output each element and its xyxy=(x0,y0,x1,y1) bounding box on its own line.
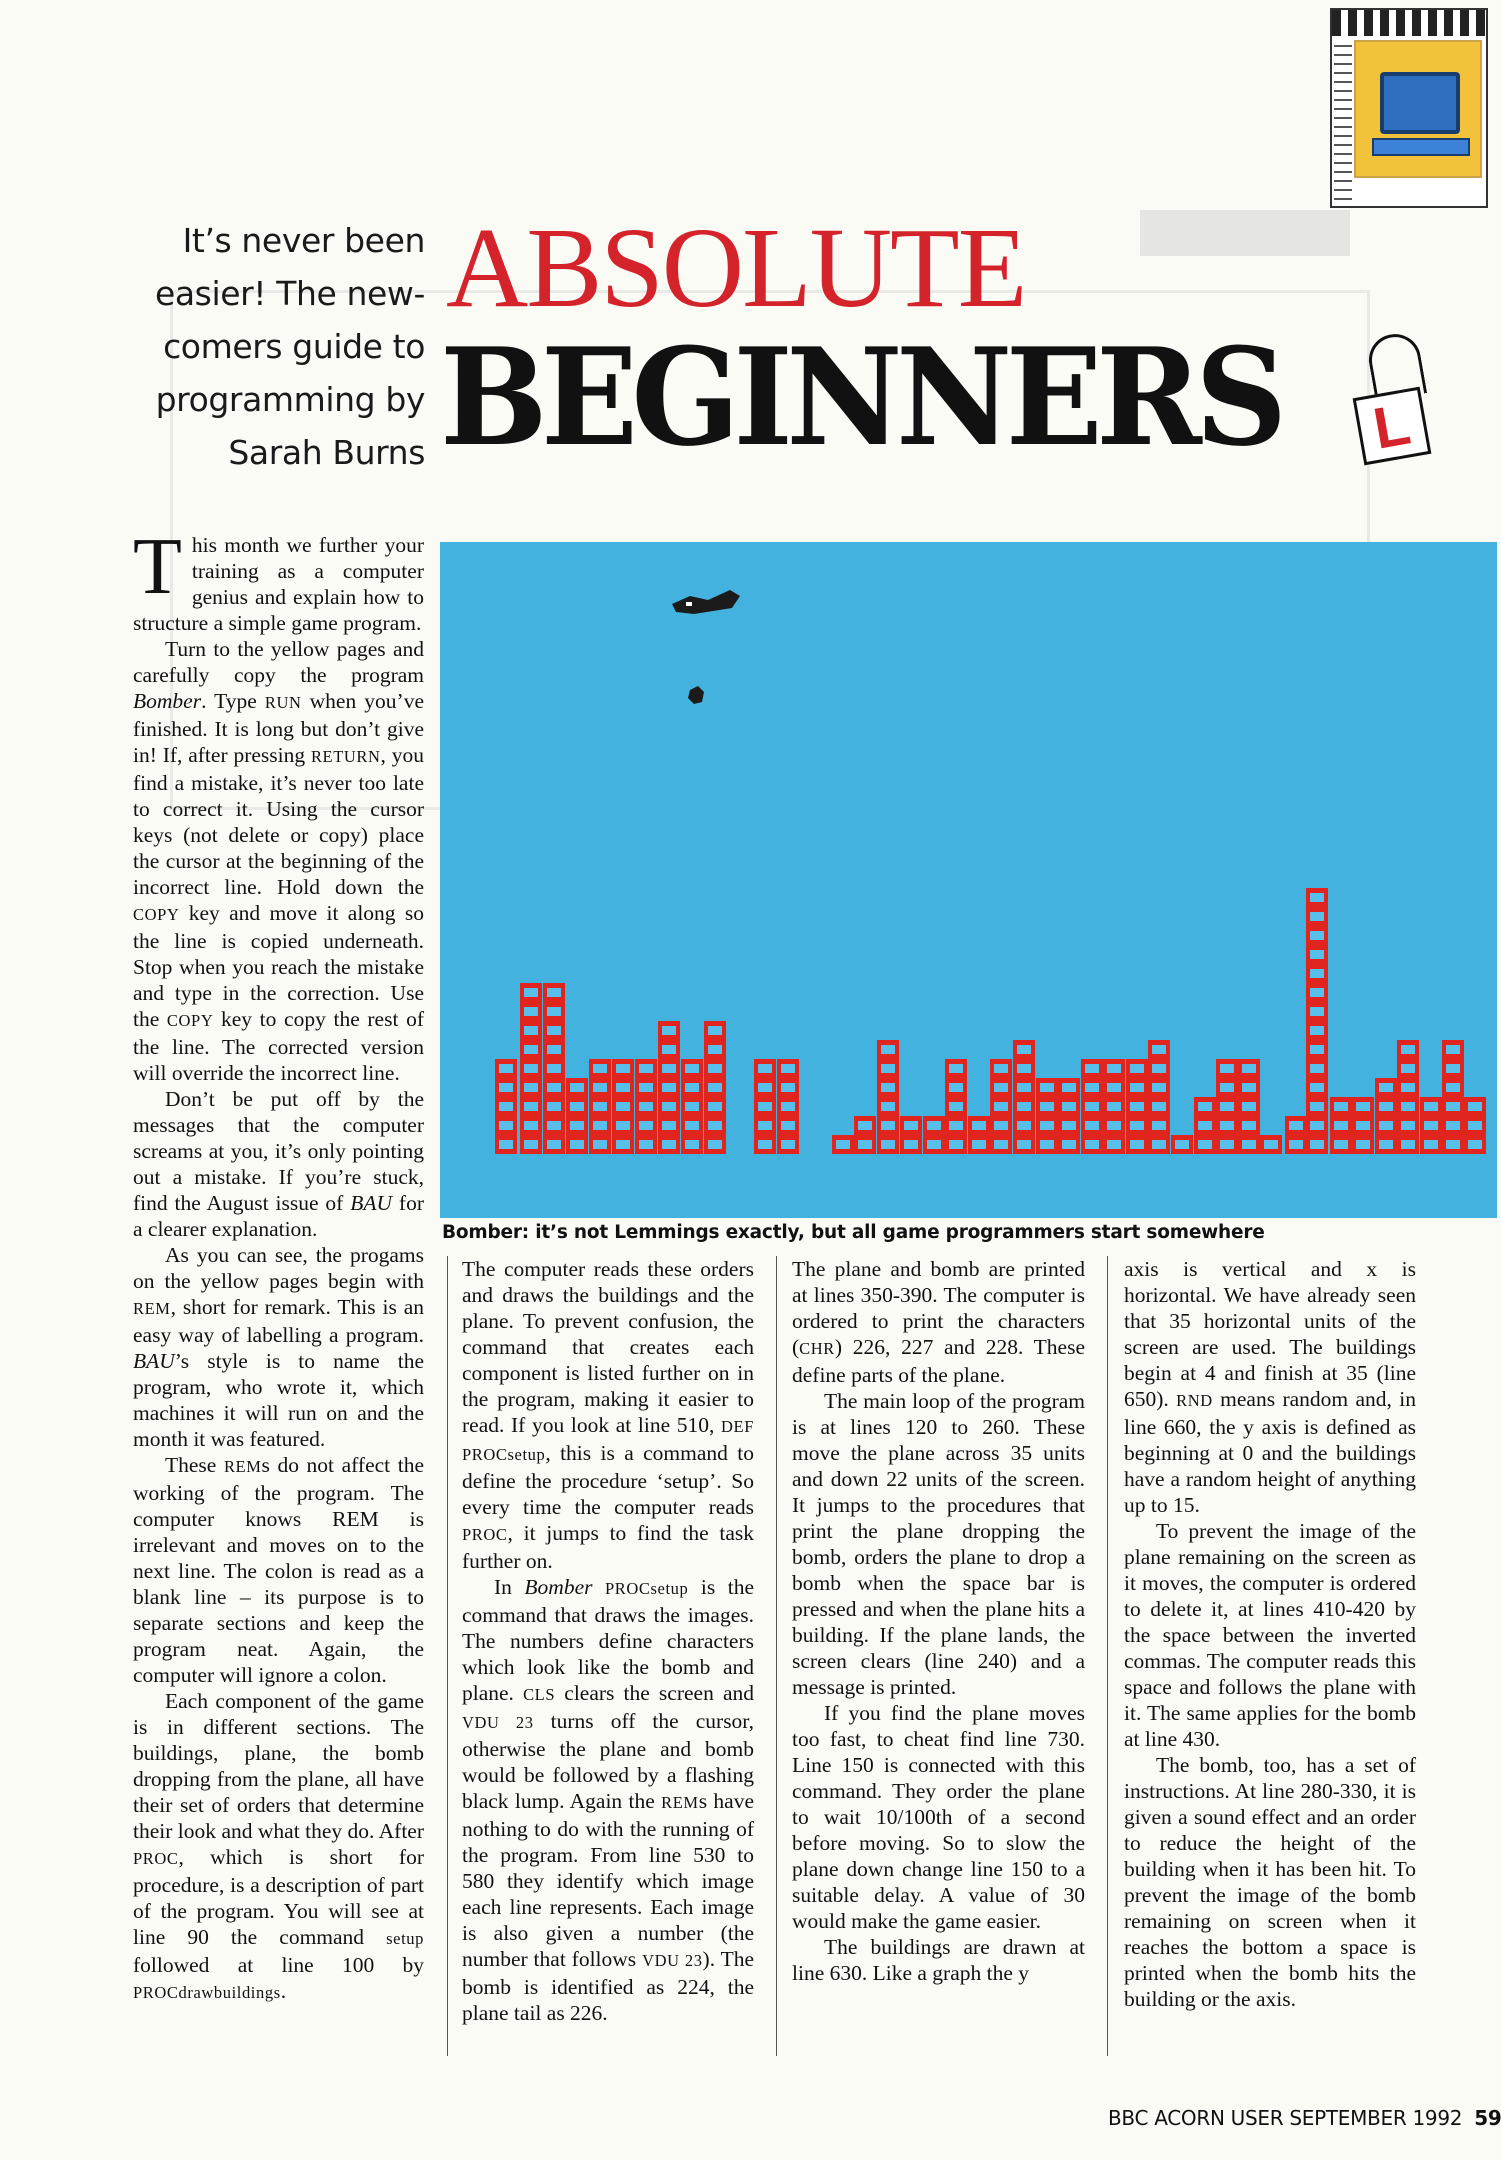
paragraph: The computer reads these orders and draws the buildings and the plane. To prevent confusion, the command that creates each component is listed further on in the program, making it easier to read. If you look at line 510, DEF PROCsetup, this is a command to define the procedure ‘setup’. So every time the computer reads PROC, it jumps to find the task further on. xyxy=(462,1257,754,1573)
building-window xyxy=(1401,1045,1415,1054)
standfirst-line: comers guide to xyxy=(163,327,425,366)
building-window xyxy=(616,1121,630,1130)
building-column xyxy=(1397,1040,1419,1154)
building-window xyxy=(904,1140,918,1149)
building-window xyxy=(994,1083,1008,1092)
building-window xyxy=(1242,1121,1256,1130)
building-window xyxy=(1220,1083,1234,1092)
building-window xyxy=(1017,1045,1031,1054)
article-column-3 xyxy=(792,1256,1085,1986)
building-window xyxy=(547,988,561,997)
building-window xyxy=(708,1121,722,1130)
building-window xyxy=(547,1026,561,1035)
paragraph: These REMs do not affect the working of the program. The computer knows REM is irrelevant and moves on to the next line. The colon is read as a blank line – its purpose is to separate sections and keep the program neat. Again, the computer will ignore a colon. xyxy=(133,1453,425,1687)
building-window xyxy=(1310,1083,1324,1092)
building-window xyxy=(1085,1083,1099,1092)
building-window xyxy=(1468,1121,1482,1130)
building-window xyxy=(639,1102,653,1111)
building-window xyxy=(1107,1083,1121,1092)
building-window xyxy=(1310,1064,1324,1073)
paragraph: Each component of the game is in different sections. The buildings, plane, the bomb dropping from the plane, all have their set of orders that determine their look and what they do. After PROC, which is short for procedure, is a description of part of the program. You will see at line 90 the command setup followed at line 100 by PROCdrawbuildings. xyxy=(133,1689,424,2003)
building-window xyxy=(949,1102,963,1111)
building-window xyxy=(1446,1064,1460,1073)
building-window xyxy=(1062,1083,1076,1092)
building-window xyxy=(1220,1064,1234,1073)
building-window xyxy=(1401,1064,1415,1073)
paragraph: The main loop of the program is at lines 120 to 260. These move the plane across 35 units and down 22 units of the screen. It jumps to the procedures that print the plane dropping the bomb, orders the plane to drop a bomb when the space bar is pressed and when the plane hits a building. If the plane lands, the screen clears (line 240) and a message is printed. xyxy=(792,1389,1085,1699)
headline-beginners: BEGINNERS xyxy=(440,318,1281,476)
building-window xyxy=(1040,1102,1054,1111)
building-window xyxy=(1152,1121,1166,1130)
building-window xyxy=(1220,1102,1234,1111)
building-window xyxy=(708,1102,722,1111)
building-window xyxy=(1310,1045,1324,1054)
building-window xyxy=(1130,1102,1144,1111)
building-window xyxy=(1152,1140,1166,1149)
building-window xyxy=(781,1064,795,1073)
computer-monitor-icon xyxy=(1380,72,1460,134)
building-window xyxy=(570,1102,584,1111)
building-window xyxy=(570,1140,584,1149)
building-column xyxy=(1148,1040,1170,1154)
building-window xyxy=(1040,1140,1054,1149)
building-window xyxy=(547,1007,561,1016)
scribble-decoration xyxy=(1334,40,1352,200)
building-window xyxy=(1356,1121,1370,1130)
building-window xyxy=(1310,1121,1324,1130)
building-window xyxy=(781,1140,795,1149)
building-window xyxy=(1401,1140,1415,1149)
building-window xyxy=(1152,1045,1166,1054)
building-window xyxy=(904,1121,918,1130)
paragraph: Don’t be put off by the messages that the computer screams at you, it’s only pointing out a mistake. If you’re stuck, find the August issue of BAU for a clearer explanation. xyxy=(133,1087,424,1241)
paragraph: This month we further your training as a computer genius and explain how to structure a simple game program. xyxy=(133,523,424,635)
building-window xyxy=(1379,1083,1393,1092)
column-rule xyxy=(447,1256,448,2056)
building-window xyxy=(1062,1140,1076,1149)
standfirst-line: programming by xyxy=(155,380,425,419)
building-window xyxy=(858,1121,872,1130)
computer-base-icon xyxy=(1372,138,1470,156)
building-window xyxy=(570,1083,584,1092)
building-window xyxy=(927,1121,941,1130)
building-window xyxy=(524,1007,538,1016)
building-window xyxy=(1334,1102,1348,1111)
building-window xyxy=(881,1045,895,1054)
building-window xyxy=(662,1083,676,1092)
building-window xyxy=(994,1140,1008,1149)
building-window xyxy=(1310,969,1324,978)
building-window xyxy=(881,1064,895,1073)
building-window xyxy=(1310,1007,1324,1016)
column-rule xyxy=(776,1256,777,2056)
building-window xyxy=(758,1083,772,1092)
building-window xyxy=(593,1121,607,1130)
building-window xyxy=(1242,1083,1256,1092)
building-window xyxy=(1152,1064,1166,1073)
building-window xyxy=(499,1102,513,1111)
paragraph: The plane and bomb are printed at lines 350-390. The computer is ordered to print the characters (CHR) 226, 227 and 228. These define parts of the plane. xyxy=(792,1257,1085,1387)
page-footer xyxy=(1108,2106,1501,2130)
building-window xyxy=(499,1140,513,1149)
building-window xyxy=(1017,1083,1031,1092)
building-window xyxy=(1242,1140,1256,1149)
building-window xyxy=(1264,1140,1278,1149)
building-window xyxy=(1175,1140,1189,1149)
building-window xyxy=(547,1121,561,1130)
ghost-bar xyxy=(1140,210,1350,256)
building-window xyxy=(1130,1064,1144,1073)
building-window xyxy=(1017,1064,1031,1073)
figure-caption: Bomber: it’s not Lemmings exactly, but all game programmers start somewhere xyxy=(442,1222,1265,1243)
building-window xyxy=(1220,1121,1234,1130)
building-window xyxy=(570,1121,584,1130)
building-window xyxy=(524,1064,538,1073)
building-window xyxy=(499,1083,513,1092)
building-window xyxy=(927,1140,941,1149)
building-window xyxy=(1401,1083,1415,1092)
paragraph: In Bomber PROCsetup is the command that draws the images. The numbers define characters which look like the bomb and plane. CLS clears the screen and VDU 23 turns off the cursor, otherwise the plane and bomb would be followed by a flashing black lump. Again the REMs have nothing to do with the running of the program. From line 530 to 580 they identify which image each line represents. Each image is also given a number (the number that follows VDU 23). The bomb is identified as 224, the plane tail as 226. xyxy=(462,1575,755,2025)
building-window xyxy=(708,1140,722,1149)
building-window xyxy=(1198,1140,1212,1149)
plane-icon xyxy=(672,590,740,614)
building-window xyxy=(499,1064,513,1073)
building-window xyxy=(881,1083,895,1092)
building-window xyxy=(1242,1064,1256,1073)
paragraph: axis is vertical and x is horizontal. We have already seen that 35 horizontal units of the screen are used. The buildings begin at 4 and finish at 35 (line 650). RND means random and, in line 660, the y axis is defined as beginning at 0 and the buildings have a random height of anything up to 15. xyxy=(1124,1257,1416,1517)
article-column-2 xyxy=(462,1256,754,2026)
building-window xyxy=(1379,1102,1393,1111)
publication-name: BBC ACORN USER SEPTEMBER 1992 xyxy=(1108,2106,1463,2130)
paragraph: As you can see, the progams on the yellow pages begin with REM, short for remark. This is an easy way of labelling a program. BAU’s style is to name the program, who wrote it, which machines it will run on and the month it was featured. xyxy=(133,1243,424,1451)
standfirst-line: It’s never been xyxy=(182,221,425,260)
building-window xyxy=(1356,1102,1370,1111)
building-window xyxy=(1310,988,1324,997)
building-window xyxy=(547,1102,561,1111)
standfirst-line: Sarah Burns xyxy=(228,433,425,472)
paragraph: To prevent the image of the plane remaining on the screen as it moves, the computer is ordered to delete it, at lines 410-420 by the space between the inverted commas. The computer reads this space and follows the plane with it. The same applies for the bomb at line 430. xyxy=(1124,1519,1416,1751)
building-window xyxy=(949,1121,963,1130)
building-window xyxy=(994,1064,1008,1073)
building-window xyxy=(1446,1083,1460,1092)
building-window xyxy=(1152,1102,1166,1111)
keyboard-strip-icon xyxy=(1332,10,1486,36)
building-window xyxy=(881,1102,895,1111)
building-window xyxy=(1130,1140,1144,1149)
building-window xyxy=(1424,1140,1438,1149)
building-window xyxy=(1040,1083,1054,1092)
building-window xyxy=(1130,1121,1144,1130)
learner-plate-icon xyxy=(1353,387,1432,466)
building-window xyxy=(1017,1121,1031,1130)
building-window xyxy=(547,1045,561,1054)
building-window xyxy=(593,1140,607,1149)
building-window xyxy=(994,1121,1008,1130)
building-window xyxy=(708,1083,722,1092)
building-window xyxy=(1310,950,1324,959)
game-canvas xyxy=(440,542,1497,1218)
section-logo-icon xyxy=(1330,8,1488,208)
building-window xyxy=(881,1121,895,1130)
building-window xyxy=(1289,1121,1303,1130)
building-window xyxy=(1107,1121,1121,1130)
paragraph: The buildings are drawn at line 630. Like a graph the y xyxy=(792,1935,1085,1985)
learner-plate-letter: L xyxy=(1368,391,1415,462)
building-window xyxy=(639,1083,653,1092)
building-window xyxy=(1289,1140,1303,1149)
building-window xyxy=(781,1083,795,1092)
building-column xyxy=(1013,1040,1035,1154)
standfirst xyxy=(120,214,425,479)
building-window xyxy=(949,1140,963,1149)
building-window xyxy=(758,1121,772,1130)
drop-cap: T xyxy=(133,523,182,611)
building-window xyxy=(1107,1102,1121,1111)
building-window xyxy=(1446,1045,1460,1054)
building-window xyxy=(1017,1102,1031,1111)
building-window xyxy=(499,1121,513,1130)
building-window xyxy=(685,1121,699,1130)
building-window xyxy=(758,1064,772,1073)
page-number: 59 xyxy=(1474,2106,1501,2130)
building-window xyxy=(708,1026,722,1035)
building-window xyxy=(662,1045,676,1054)
building-window xyxy=(972,1140,986,1149)
building-window xyxy=(524,1102,538,1111)
building-column xyxy=(1306,888,1328,1154)
building-window xyxy=(758,1140,772,1149)
building-window xyxy=(858,1140,872,1149)
building-window xyxy=(662,1140,676,1149)
building-window xyxy=(949,1064,963,1073)
bomber-game-screenshot xyxy=(440,542,1497,1218)
building-window xyxy=(1085,1140,1099,1149)
building-window xyxy=(524,1140,538,1149)
building-window xyxy=(949,1083,963,1092)
headline-absolute: ABSOLUTE xyxy=(446,204,1026,331)
building-column xyxy=(1442,1040,1464,1154)
building-window xyxy=(1356,1140,1370,1149)
building-window xyxy=(1446,1102,1460,1111)
building-window xyxy=(1424,1121,1438,1130)
building-window xyxy=(994,1102,1008,1111)
building-window xyxy=(685,1083,699,1092)
building-window xyxy=(1152,1083,1166,1092)
building-window xyxy=(1198,1121,1212,1130)
building-window xyxy=(708,1064,722,1073)
building-window xyxy=(1446,1121,1460,1130)
building-window xyxy=(1220,1140,1234,1149)
building-window xyxy=(616,1083,630,1092)
building-window xyxy=(685,1064,699,1073)
building-column xyxy=(877,1040,899,1154)
building-window xyxy=(1446,1140,1460,1149)
building-window xyxy=(616,1140,630,1149)
building-window xyxy=(662,1102,676,1111)
building-window xyxy=(881,1140,895,1149)
standfirst-line: easier! The new- xyxy=(154,274,425,313)
building-window xyxy=(708,1045,722,1054)
article-column-1 xyxy=(133,523,425,2006)
building-window xyxy=(1130,1083,1144,1092)
building-window xyxy=(1198,1102,1212,1111)
building-window xyxy=(524,1045,538,1054)
paragraph: Turn to the yellow pages and carefully copy the program Bomber. Type RUN when you’ve finished. It is long but don’t give in! If, after pressing RETURN, you find a mistake, it’s never too late to correct it. Using the cursor keys (not delete or copy) place the cursor at the beginning of the incorrect line. Hold down the COPY key and move it along so the line is copied underneath. Stop when you reach the mistake and type in the correction. Use the COPY key to copy the rest of the line. The corrected version will override the incorrect line. xyxy=(133,637,424,1085)
building-window xyxy=(639,1140,653,1149)
building-window xyxy=(1107,1140,1121,1149)
building-window xyxy=(1401,1102,1415,1111)
building-window xyxy=(1401,1121,1415,1130)
building-window xyxy=(1379,1140,1393,1149)
building-window xyxy=(593,1083,607,1092)
building-window xyxy=(972,1121,986,1130)
building-window xyxy=(1062,1121,1076,1130)
building-window xyxy=(1310,1026,1324,1035)
building-window xyxy=(1242,1102,1256,1111)
building-window xyxy=(616,1064,630,1073)
building-window xyxy=(781,1121,795,1130)
building-window xyxy=(1468,1140,1482,1149)
bomb-icon xyxy=(688,686,704,704)
building-window xyxy=(593,1102,607,1111)
building-window xyxy=(1310,1140,1324,1149)
article-column-4 xyxy=(1124,1256,1416,2012)
building-window xyxy=(685,1140,699,1149)
building-window xyxy=(836,1140,850,1149)
building-window xyxy=(685,1102,699,1111)
building-window xyxy=(1334,1140,1348,1149)
building-window xyxy=(616,1102,630,1111)
building-window xyxy=(524,1083,538,1092)
building-window xyxy=(662,1121,676,1130)
building-window xyxy=(547,1140,561,1149)
building-window xyxy=(1017,1140,1031,1149)
building-window xyxy=(1040,1121,1054,1130)
building-window xyxy=(1310,931,1324,940)
building-window xyxy=(524,1121,538,1130)
building-window xyxy=(1310,893,1324,902)
column-rule xyxy=(1107,1256,1108,2056)
building-window xyxy=(1334,1121,1348,1130)
building-window xyxy=(524,1026,538,1035)
building-window xyxy=(662,1026,676,1035)
building-window xyxy=(1468,1102,1482,1111)
building-window xyxy=(662,1064,676,1073)
building-window xyxy=(547,1064,561,1073)
building-window xyxy=(1085,1121,1099,1130)
building-window xyxy=(781,1102,795,1111)
building-window xyxy=(639,1064,653,1073)
building-window xyxy=(1310,912,1324,921)
building-window xyxy=(639,1121,653,1130)
building-window xyxy=(1085,1064,1099,1073)
building-window xyxy=(547,1083,561,1092)
building-window xyxy=(1379,1121,1393,1130)
building-window xyxy=(524,988,538,997)
building-window xyxy=(1085,1102,1099,1111)
building-window xyxy=(1107,1064,1121,1073)
building-window xyxy=(1424,1102,1438,1111)
building-window xyxy=(1062,1102,1076,1111)
building-window xyxy=(758,1102,772,1111)
paragraph: The bomb, too, has a set of instructions. At line 280-330, it is given a sound effect and an order to reduce the height of the building when it has been hit. To prevent the image of the bomb remaining on screen when it reaches the bottom a space is printed when the bomb hits the building or the axis. xyxy=(1124,1753,1416,2011)
paragraph: If you find the plane moves too fast, to cheat find line 730. Line 150 is connected with this command. They order the plane to wait 10/100th of a second before moving. So to slow the plane down change line 150 to a suitable delay. A value of 30 would make the game easier. xyxy=(792,1701,1085,1933)
building-window xyxy=(593,1064,607,1073)
building-window xyxy=(1310,1102,1324,1111)
plane-window xyxy=(686,602,692,606)
